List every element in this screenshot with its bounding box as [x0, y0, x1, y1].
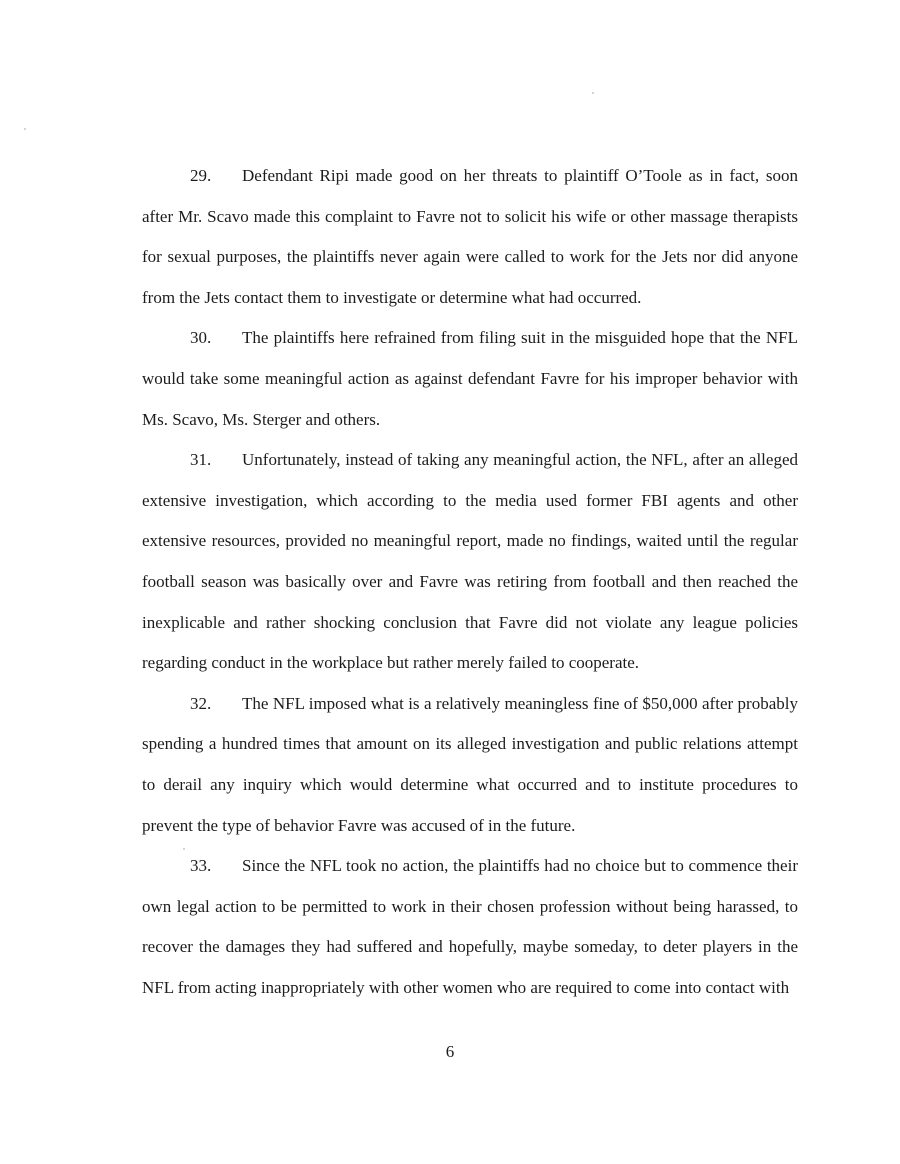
paragraph-text: The plaintiffs here refrained from filing suit in the misguided hope that the NFL would take some meaningful action as against defendant Favre for his improper behavior with Ms. Scavo, Ms. Sterger and others.	[142, 328, 798, 429]
scan-speck	[592, 92, 594, 94]
paragraph-text: The NFL imposed what is a relatively meaningless fine of $50,000 after probably spending a hundred times that amount on its alleged investigation and public relations attempt to derail any inquiry which would determine what occurred and to institute procedures to prevent the type of behavior Favre was accused of in the future.	[142, 693, 798, 835]
paragraph-text: Since the NFL took no action, the plaintiffs had no choice but to commence their own legal action to be permitted to work in their chosen profession without being harassed, to recover the damages they had suffered and hopefully, maybe someday, to deter players in the NFL from acting inappropriately with other women who are required to come into contact with	[142, 856, 798, 997]
paragraph-33	[142, 846, 798, 1008]
paragraph-number: 30.	[190, 328, 212, 348]
paragraph-31	[142, 440, 798, 684]
paragraph-32	[142, 684, 798, 846]
paragraph-text: Unfortunately, instead of taking any meaningful action, the NFL, after an alleged extensive investigation, which according to the media used former FBI agents and other extensive resources, provided no meaningful report, made no findings, waited until the regular football season was basically over and Favre was retiring from football and then reached the inexplicable and rather shocking conclusion that Favre did not violate any league policies regarding conduct in the workplace but rather merely failed to cooperate.	[142, 450, 798, 673]
paragraph-29	[142, 156, 798, 318]
paragraph-text: Defendant Ripi made good on her threats to plaintiff O’Toole as in fact, soon after Mr. Scavo made this complaint to Favre not to solicit his wife or other massage therapists for sexual purposes, the plaintiffs never again were called to work for the Jets nor did anyone from the Jets contact them to investigate or determine what had occurred.	[142, 166, 798, 307]
paragraph-number: 32.	[190, 693, 212, 713]
document-body	[142, 156, 798, 1008]
page-number: 6	[445, 1042, 455, 1061]
paragraph-number: 31.	[190, 450, 212, 470]
paragraph-30	[142, 318, 798, 440]
scan-speck	[24, 128, 26, 130]
paragraph-number: 29.	[190, 166, 212, 185]
paragraph-number: 33.	[190, 856, 212, 876]
